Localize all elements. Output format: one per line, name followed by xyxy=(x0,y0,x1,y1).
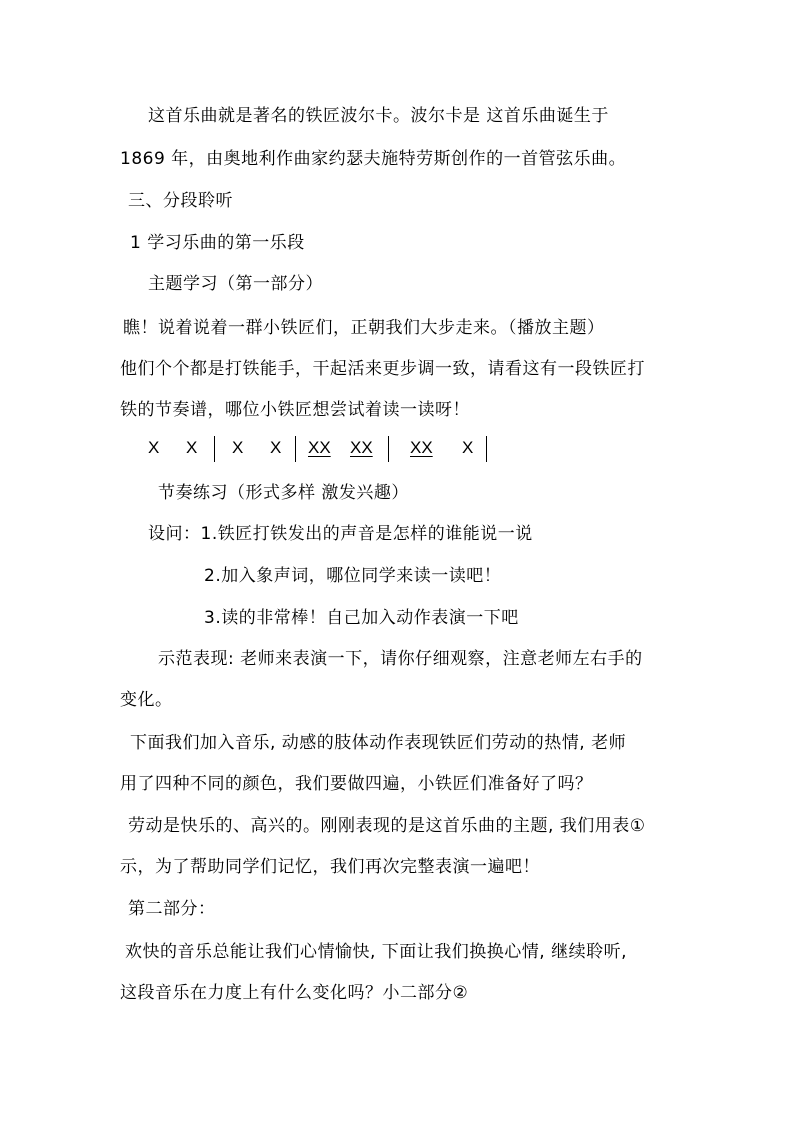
bar-line xyxy=(214,436,215,462)
bar-line xyxy=(486,436,487,462)
part-two-heading: 第二部分： xyxy=(128,899,216,919)
paragraph-blacksmith-line2: 铁的节奏谱，哪位小铁匠想尝试着读一读呀！ xyxy=(120,400,470,420)
rhythm-note: XX xyxy=(410,438,433,457)
rhythm-note: X xyxy=(148,438,160,457)
paragraph-labor-line1: 劳动是快乐的、高兴的。刚刚表现的是这首乐曲的主题, 我们用表① xyxy=(128,816,646,836)
subsection-heading: 1 学习乐曲的第一乐段 xyxy=(130,233,305,253)
question-3: 3.读的非常棒！自己加入动作表演一下吧 xyxy=(204,608,519,628)
bar-line xyxy=(295,436,296,462)
paragraph-intro-line1: 这首乐曲就是著名的铁匠波尔卡。波尔卡是 这首乐曲诞生于 xyxy=(148,106,609,126)
paragraph-music-line1: 下面我们加入音乐, 动感的肢体动作表现铁匠们劳动的热情, 老师 xyxy=(130,733,627,753)
bar-line xyxy=(388,436,389,462)
paragraph-labor-line2: 示，为了帮助同学们记忆，我们再次完整表演一遍吧！ xyxy=(120,857,540,877)
paragraph-look: 瞧！说着说着一群小铁匠们，正朝我们大步走来。（播放主题） xyxy=(123,318,605,338)
paragraph-demo-line1: 示范表现: 老师来表演一下，请你仔细观察，注意老师左右手的 xyxy=(158,649,643,669)
paragraph-part-two-line1: 欢快的音乐总能让我们心情愉快, 下面让我们换换心情, 继续聆听, xyxy=(125,942,628,962)
theme-heading: 主题学习（第一部分） xyxy=(148,274,323,294)
rhythm-note: X xyxy=(462,438,474,457)
question-2: 2.加入象声词，哪位同学来读一读吧！ xyxy=(204,566,502,586)
rhythm-note: X xyxy=(186,438,198,457)
section-heading: 三、分段聆听 xyxy=(128,191,233,211)
rhythm-notation xyxy=(148,436,508,464)
rhythm-practice-heading: 节奏练习（形式多样 激发兴趣） xyxy=(158,483,409,503)
paragraph-blacksmith-line1: 他们个个都是打铁能手，干起活来更步调一致，请看这有一段铁匠打 xyxy=(120,359,645,379)
paragraph-music-line2: 用了四种不同的颜色，我们要做四遍，小铁匠们准备好了吗？ xyxy=(120,774,593,794)
rhythm-note: XX xyxy=(350,438,373,457)
rhythm-note: X xyxy=(270,438,282,457)
question-1: 设问：1.铁匠打铁发出的声音是怎样的谁能说一说 xyxy=(148,524,533,544)
paragraph-part-two-line2: 这段音乐在力度上有什么变化吗？小二部分② xyxy=(120,983,469,1003)
rhythm-note: X xyxy=(232,438,244,457)
paragraph-intro-line2: 1869 年，由奥地利作曲家约瑟夫施特劳斯创作的一首管弦乐曲。 xyxy=(120,149,627,169)
paragraph-demo-line2: 变化。 xyxy=(120,690,173,710)
rhythm-note: XX xyxy=(308,438,331,457)
